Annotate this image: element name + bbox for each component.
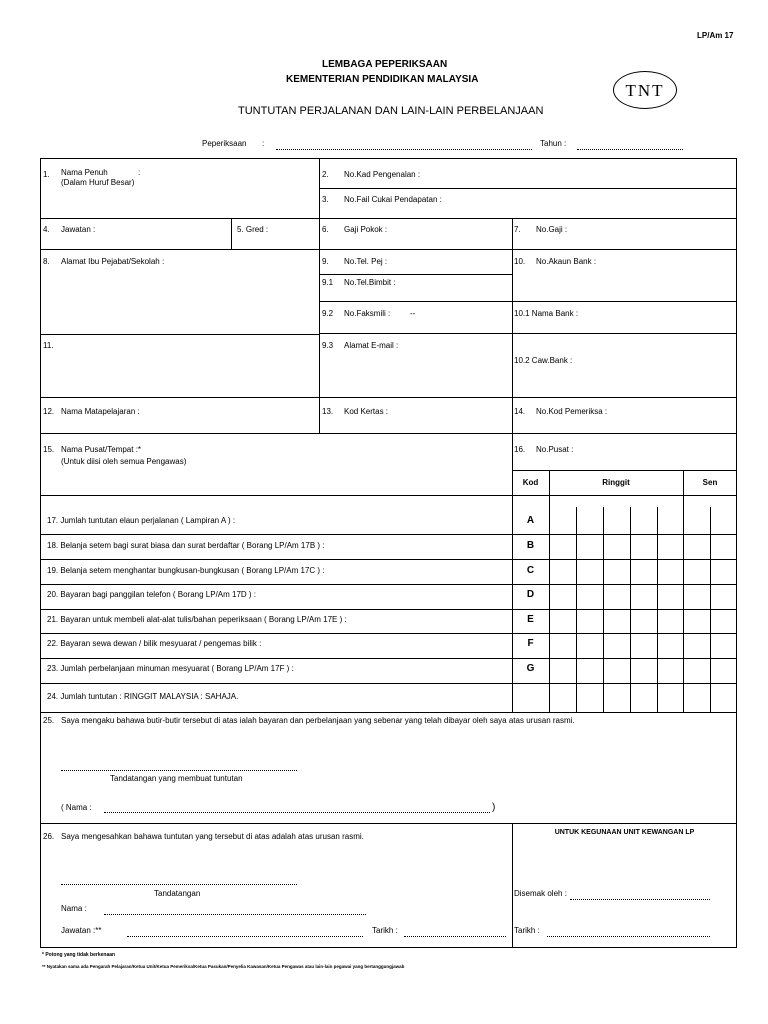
s26-nama-label: Nama : bbox=[61, 904, 87, 913]
hline bbox=[40, 609, 737, 610]
hline bbox=[40, 712, 737, 713]
vline bbox=[231, 218, 232, 249]
hline bbox=[40, 534, 737, 535]
tnt-stamp bbox=[613, 71, 677, 109]
vline bbox=[512, 495, 513, 712]
hline bbox=[40, 658, 737, 659]
claims-header-sen: Sen bbox=[702, 478, 718, 487]
claim-row-code: D bbox=[526, 589, 535, 600]
claim-row-code: A bbox=[526, 515, 535, 526]
hline bbox=[40, 559, 737, 560]
form-code: LP/Am 17 bbox=[697, 31, 734, 40]
s25-nama-field[interactable] bbox=[104, 812, 490, 813]
claim-row-label: 24. Jumlah tuntutan : RINGGIT MALAYSIA : SAHAJA. bbox=[47, 692, 239, 701]
field-10-2-label: 10.2 Caw.Bank : bbox=[514, 356, 573, 365]
claim-row-label: 23. Jumlah perbelanjaan minuman mesyuarat ( Borang LP/Am 17F ) : bbox=[47, 664, 294, 673]
hline bbox=[319, 301, 512, 302]
field-14-num: 14. bbox=[514, 407, 526, 416]
field-9-num: 9. bbox=[322, 257, 329, 266]
office-tarikh-field[interactable] bbox=[547, 936, 710, 937]
tahun-field[interactable] bbox=[577, 149, 683, 150]
field-10-label: No.Akaun Bank : bbox=[536, 257, 597, 266]
claim-row-label: 21. Bayaran untuk membeli alat-alat tulis/bahan peperiksaan ( Borang LP/Am 17E ) : bbox=[47, 615, 347, 624]
s25-num: 25. bbox=[43, 716, 55, 725]
header-line-2: KEMENTERIAN PENDIDIKAN MALAYSIA bbox=[286, 74, 479, 85]
field-13-label: Kod Kertas : bbox=[344, 407, 389, 416]
office-disemak-field[interactable] bbox=[570, 899, 710, 900]
field-9-3-label: Alamat E-mail : bbox=[344, 341, 399, 350]
field-1-num: 1. bbox=[43, 170, 50, 179]
claim-row-label: 18. Belanja setem bagi surat biasa dan surat berdaftar ( Borang LP/Am 17B ) : bbox=[47, 541, 325, 550]
field-7-label: No.Gaji : bbox=[536, 225, 568, 234]
s25-sign-label: Tandatangan yang membuat tuntutan bbox=[110, 774, 243, 783]
field-2-label: No.Kad Pengenalan : bbox=[344, 170, 421, 179]
office-tarikh-label: Tarikh : bbox=[514, 926, 540, 935]
claim-row-code: B bbox=[526, 540, 535, 551]
field-13-num: 13. bbox=[322, 407, 334, 416]
hline bbox=[40, 683, 737, 684]
claims-header-ringgit: Ringgit bbox=[602, 478, 630, 487]
field-9-2-num: 9.2 bbox=[322, 309, 334, 318]
office-use-title: UNTUK KEGUNAAN UNIT KEWANGAN LP bbox=[554, 829, 695, 836]
claim-row-code: F bbox=[527, 638, 534, 649]
field-4-num: 4. bbox=[43, 225, 50, 234]
s25-nama-label: ( Nama : bbox=[61, 803, 92, 812]
field-11-num: 11. bbox=[43, 341, 54, 350]
vline bbox=[549, 470, 550, 712]
s26-text: Saya mengesahkan bahawa tuntutan yang tersebut di atas adalah atas urusan rasmi. bbox=[61, 832, 364, 841]
s26-jawatan-label: Jawatan :** bbox=[61, 926, 102, 935]
claim-row-label: 17. Jumlah tuntutan elaun perjalanan ( Lampiran A ) : bbox=[47, 516, 236, 525]
field-14-label: No.Kod Pemeriksa : bbox=[536, 407, 608, 416]
hline bbox=[40, 397, 737, 398]
field-10-1-label: 10.1 Nama Bank : bbox=[514, 309, 579, 318]
field-9-1-num: 9.1 bbox=[322, 278, 334, 287]
header-line-1: LEMBAGA PEPERIKSAAN bbox=[322, 59, 448, 70]
s26-num: 26. bbox=[43, 832, 55, 841]
field-6-label: Gaji Pokok : bbox=[344, 225, 388, 234]
peperiksaan-colon: : bbox=[262, 139, 265, 148]
tahun-label: Tahun : bbox=[540, 139, 567, 148]
field-12-label: Nama Matapelajaran : bbox=[61, 407, 140, 416]
hline bbox=[40, 823, 737, 824]
field-2-num: 2. bbox=[322, 170, 329, 179]
field-9-label: No.Tel. Pej : bbox=[344, 257, 388, 266]
claims-header-kod: Kod bbox=[522, 478, 539, 487]
field-9-3-num: 9.3 bbox=[322, 341, 334, 350]
field-12-num: 12. bbox=[43, 407, 55, 416]
claim-row-code: C bbox=[526, 565, 535, 576]
s26-nama-field[interactable] bbox=[104, 914, 366, 915]
form-subtitle: TUNTUTAN PERJALANAN DAN LAIN-LAIN PERBELANJAAN bbox=[238, 105, 544, 117]
field-15-label: Nama Pusat/Tempat :* bbox=[61, 445, 142, 454]
field-3-num: 3. bbox=[322, 195, 329, 204]
hline bbox=[512, 301, 737, 302]
s26-jawatan-field[interactable] bbox=[127, 936, 363, 937]
field-9-2-label: No.Faksmili : bbox=[344, 309, 391, 318]
field-3-label: No.Fail Cukai Pendapatan : bbox=[344, 195, 442, 204]
field-5-label: 5. Gred : bbox=[237, 225, 269, 234]
field-9-2-dash: -- bbox=[410, 309, 416, 318]
s25-signature-line[interactable] bbox=[61, 770, 297, 771]
field-1-label: Nama Penuh bbox=[61, 168, 108, 177]
peperiksaan-label: Peperiksaan bbox=[202, 139, 247, 148]
hline bbox=[319, 274, 512, 275]
field-10-num: 10. bbox=[514, 257, 526, 266]
hline bbox=[40, 334, 319, 335]
field-8-label: Alamat Ibu Pejabat/Sekolah : bbox=[61, 257, 165, 266]
s26-sign-label: Tandatangan bbox=[154, 889, 201, 898]
peperiksaan-field[interactable] bbox=[276, 149, 532, 150]
hline bbox=[40, 218, 737, 219]
claim-row-code: E bbox=[527, 614, 534, 625]
s25-nama-close: ) bbox=[492, 802, 496, 813]
s26-signature-line[interactable] bbox=[61, 884, 297, 885]
hline bbox=[40, 249, 737, 250]
field-15-sub: (Untuk diisi oleh semua Pengawas) bbox=[61, 457, 187, 466]
claim-row-label: 20. Bayaran bagi panggilan telefon ( Borang LP/Am 17D ) : bbox=[47, 590, 257, 599]
claim-row-code: G bbox=[526, 663, 535, 674]
office-disemak-label: Disemak oleh : bbox=[514, 889, 567, 898]
hline bbox=[40, 633, 737, 634]
hline bbox=[319, 333, 737, 334]
field-8-num: 8. bbox=[43, 257, 50, 266]
vline bbox=[683, 470, 684, 712]
s26-tarikh-field[interactable] bbox=[404, 936, 506, 937]
vline bbox=[512, 823, 513, 948]
field-4-label: Jawatan : bbox=[61, 225, 96, 234]
footnote-2: ** Nyatakan sama ada Pengarah Pelajaran/Ketua Unit/Ketua Pemeriksa/Ketua Pasukan/Penyelia Kawasan/Ketua Pengawas atau lain-lain pegawai yang bertanggungjawab bbox=[42, 964, 405, 969]
hline bbox=[319, 188, 737, 189]
hline bbox=[40, 584, 737, 585]
claim-row-label: 22. Bayaran sewa dewan / bilik mesyuarat / pengemas bilik : bbox=[47, 639, 262, 648]
claim-row-label: 19. Belanja setem menghantar bungkusan-bungkusan ( Borang LP/Am 17C ) : bbox=[47, 566, 325, 575]
field-16-label: No.Pusat : bbox=[536, 445, 574, 454]
vline bbox=[319, 158, 320, 433]
vline bbox=[512, 218, 513, 249]
field-1-colon: : bbox=[138, 168, 141, 177]
hline bbox=[40, 433, 737, 434]
vline bbox=[512, 249, 513, 495]
field-16-num: 16. bbox=[514, 445, 526, 454]
field-7-num: 7. bbox=[514, 225, 521, 234]
tnt-stamp-text: TNT bbox=[625, 81, 665, 100]
s26-tarikh-label: Tarikh : bbox=[372, 926, 398, 935]
field-15-num: 15. bbox=[43, 445, 55, 454]
s25-text: Saya mengaku bahawa butir-butir tersebut di atas ialah bayaran dan perbelanjaan yang sebenar yang telah dibayar oleh saya atas urusan rasmi. bbox=[61, 716, 575, 725]
field-6-num: 6. bbox=[322, 225, 329, 234]
field-1-sub: (Dalam Huruf Besar) bbox=[61, 178, 135, 187]
field-9-1-label: No.Tel.Bimbit : bbox=[344, 278, 396, 287]
footnote-1: * Potong yang tidak berkenaan bbox=[42, 952, 116, 958]
hline bbox=[512, 470, 737, 471]
hline bbox=[40, 495, 737, 496]
